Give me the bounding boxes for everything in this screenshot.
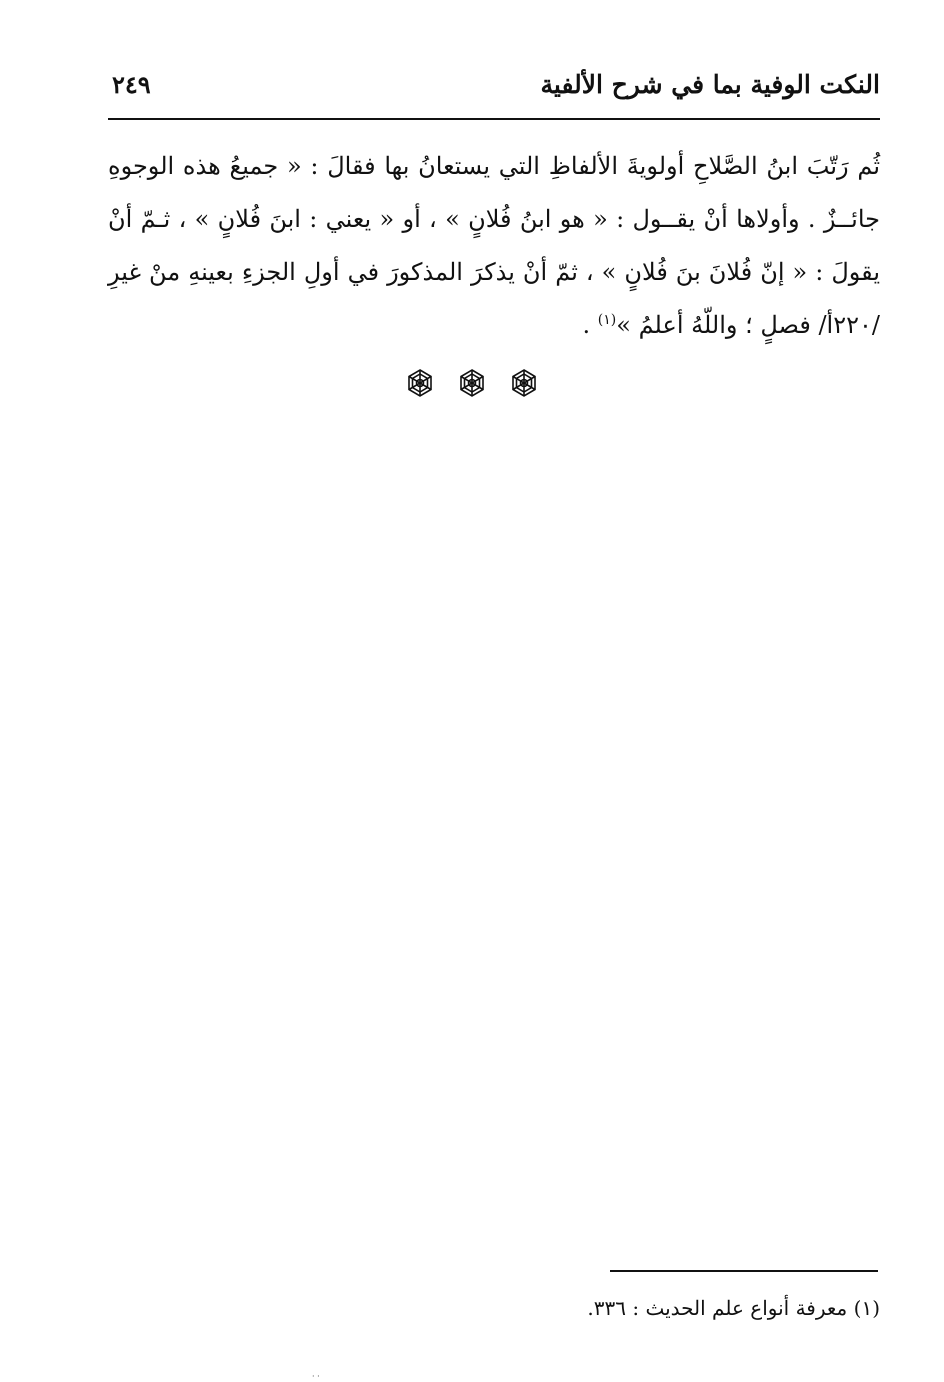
footnote-reference: (١) bbox=[597, 312, 617, 328]
section-ornaments bbox=[0, 368, 944, 404]
paragraph-end: . bbox=[582, 311, 598, 339]
flower-ornament-icon bbox=[457, 368, 487, 398]
main-paragraph bbox=[108, 140, 880, 352]
scan-specks: · · bbox=[312, 1372, 320, 1381]
paragraph-text: ثُم رَتّبَ ابنُ الصَّلاحِ أولويةَ الألفاظِ التي يستعانُ بها فقالَ : « جميعُ هذه الوجوهِ جائــزٌ . وأولاها أنْ يقــول : « هو ابنُ فُلانٍ » ، أو « يعني : ابنَ فُلانٍ » ، ثـمّ أنْ يقولَ : « إنّ فُلانَ بنَ فُلانٍ » ، ثمّ أنْ يذكرَ المذكورَ في أولِ الجزءِ بعينهِ منْ غيرِ /٢٢٠أ/ فصلٍ ؛ واللّهُ أعلمُ » bbox=[108, 152, 880, 339]
flower-ornament-icon bbox=[509, 368, 539, 398]
page-number: ٢٤٩ bbox=[112, 70, 151, 99]
footnote: (١) معرفة أنواع علم الحديث : ٣٣٦. bbox=[587, 1296, 880, 1320]
header-title: النكت الوفية بما في شرح الألفية bbox=[540, 70, 880, 99]
header-rule bbox=[108, 118, 880, 120]
running-header bbox=[108, 62, 880, 114]
footnote-rule bbox=[610, 1270, 878, 1272]
flower-ornament-icon bbox=[405, 368, 435, 398]
main-text bbox=[108, 140, 880, 352]
